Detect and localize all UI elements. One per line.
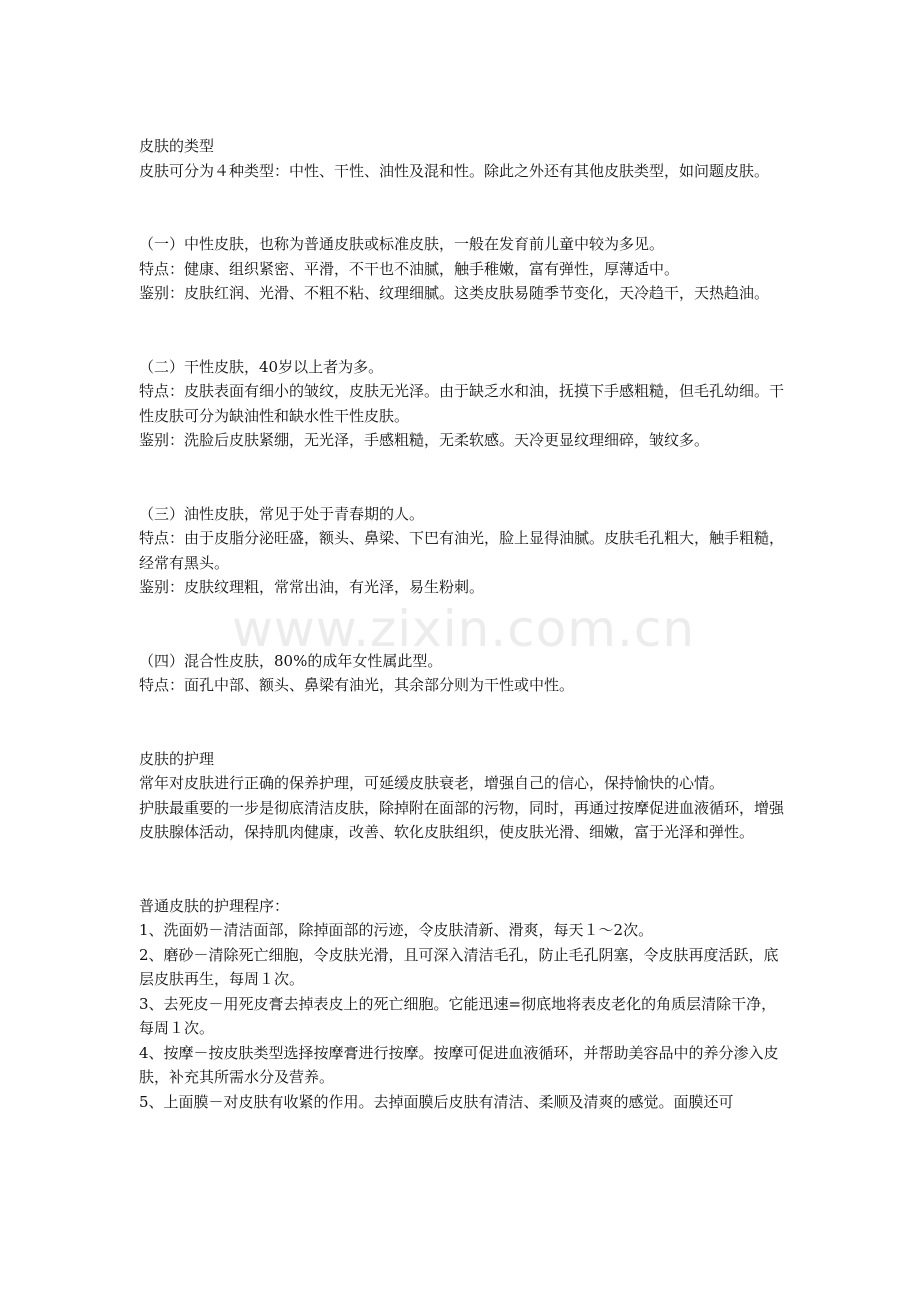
section-care-procedure bbox=[139, 894, 789, 1115]
combination-skin-title: （四）混合性皮肤，80%的成年女性属此型。 bbox=[139, 651, 443, 670]
skin-care-paragraph-1: 常年对皮肤进行正确的保养护理，可延缓皮肤衰老，增强自己的信心，保持愉快的心情。 bbox=[139, 774, 725, 792]
neutral-skin-title: （一）中性皮肤，也称为普通皮肤或标准皮肤，一般在发育前儿童中较为多见。 bbox=[139, 235, 665, 253]
heading-skin-care: 皮肤的护理 bbox=[139, 749, 215, 768]
section-oily-skin bbox=[139, 502, 789, 600]
document-body bbox=[139, 134, 789, 1114]
section-skin-care bbox=[139, 747, 789, 845]
dry-skin-features: 特点：皮肤表面有细小的皱纹，皮肤无光泽。由于缺乏水和油，抚摸下手感粗糙，但毛孔幼细。干性皮肤可分为缺油性和缺水性干性皮肤。 bbox=[139, 382, 785, 425]
oily-skin-features: 特点：由于皮脂分泌旺盛，额头、鼻梁、下巴有油光，脸上显得油腻。皮肤毛孔粗大，触手粗糙，经常有黑头。 bbox=[139, 529, 785, 572]
neutral-skin-identification: 鉴别：皮肤红润、光滑、不粗不粘、纹理细腻。这类皮肤易随季节变化，天冷趋干，天热趋油。 bbox=[139, 284, 770, 302]
oily-skin-title: （三）油性皮肤，常见于处于青春期的人。 bbox=[139, 504, 425, 523]
care-step-2: 2、磨砂－清除死亡细胞，令皮肤光滑，且可深入清洁毛孔，防止毛孔阴塞，令皮肤再度活跃，底层皮肤再生，每周１次。 bbox=[139, 945, 779, 988]
oily-skin-identification: 鉴别：皮肤纹理粗，常常出油，有光泽，易生粉刺。 bbox=[139, 578, 485, 596]
care-step-4: 4、按摩－按皮肤类型选择按摩膏进行按摩。按摩可促进血液循环，并帮助美容品中的养分渗入皮肤，补充其所需水分及营养。 bbox=[139, 1043, 779, 1086]
paragraph-skin-types-intro: 皮肤可分为４种类型：中性、干性、油性及混和性。除此之外还有其他皮肤类型，如问题皮肤。 bbox=[139, 161, 770, 180]
section-skin-types bbox=[139, 134, 789, 183]
heading-skin-types: 皮肤的类型 bbox=[139, 137, 215, 155]
watermark-text: www.zixin.com.cn bbox=[232, 600, 696, 658]
section-dry-skin bbox=[139, 355, 789, 453]
care-step-1: 1、洗面奶－清洁面部，除掉面部的污迹，令皮肤清新、滑爽，每天１～2次。 bbox=[139, 921, 654, 939]
neutral-skin-features: 特点：健康、组织紧密、平滑，不干也不油腻，触手稚嫩，富有弹性，厚薄适中。 bbox=[139, 259, 680, 278]
section-neutral-skin bbox=[139, 232, 789, 306]
skin-care-paragraph-2: 护肤最重要的一步是彻底清洁皮肤，除掉附在面部的污物，同时，再通过按摩促进血液循环，增强皮肤腺体活动，保持肌肉健康，改善、软化皮肤组织，使皮肤光滑、细嫩，富于光泽和弹性。 bbox=[139, 798, 785, 841]
care-step-3: 3、去死皮－用死皮膏去掉表皮上的死亡细胞。它能迅速=彻底地将表皮老化的角质层清除干净，每周１次。 bbox=[139, 994, 777, 1037]
care-procedure-heading: 普通皮肤的护理程序： bbox=[139, 896, 290, 915]
dry-skin-title: （二）干性皮肤，40岁以上者为多。 bbox=[139, 357, 384, 376]
combination-skin-features: 特点：面孔中部、额头、鼻梁有油光，其余部分则为干性或中性。 bbox=[139, 676, 575, 694]
dry-skin-identification: 鉴别：洗脸后皮肤紧绷，无光泽，手感粗糙，无柔软感。天冷更显纹理细碎，皱纹多。 bbox=[139, 431, 710, 449]
care-step-5: 5、上面膜－对皮肤有收紧的作用。去掉面膜后皮肤有清洁、柔顺及清爽的感觉。面膜还可 bbox=[139, 1092, 734, 1111]
section-combination-skin bbox=[139, 649, 789, 698]
